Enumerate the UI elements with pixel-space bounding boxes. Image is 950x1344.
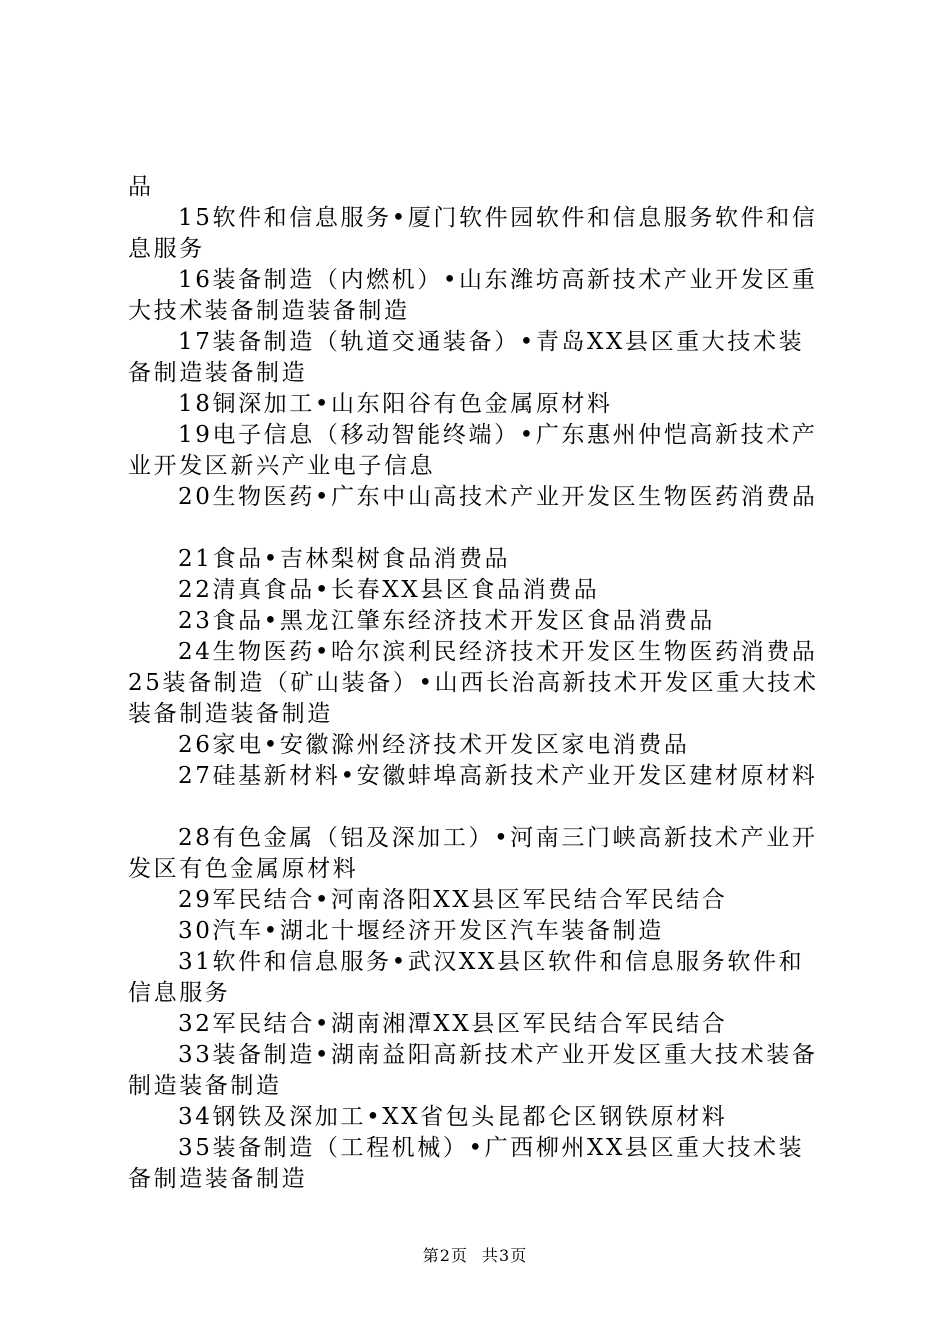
- paragraph: 35装备制造（工程机械）•广西柳州XX县区重大技术装备制造装备制造: [128, 1135, 805, 1192]
- page-total: 共3页: [482, 1246, 528, 1265]
- paragraph: 33装备制造•湖南益阳高新技术产业开发区重大技术装备制造装备制造: [128, 1042, 818, 1099]
- paragraph: 品: [128, 174, 154, 200]
- page-footer: [0, 1243, 950, 1266]
- paragraph: 27硅基新材料•安徽蚌埠高新技术产业开发区建材原材料: [178, 763, 818, 789]
- blank-line: [128, 513, 828, 544]
- paragraph: 18铜深加工•山东阳谷有色金属原材料: [178, 391, 613, 417]
- page-number: 第2页: [422, 1246, 468, 1265]
- paragraph: 20生物医药•广东中山高技术产业开发区生物医药消费品: [178, 484, 818, 510]
- paragraph: 15软件和信息服务•厦门软件园软件和信息服务软件和信息服务: [128, 205, 818, 262]
- paragraph: 32军民结合•湖南湘潭XX县区军民结合军民结合: [178, 1011, 728, 1037]
- blank-line: [128, 792, 828, 823]
- paragraph: 28有色金属（铝及深加工）•河南三门峡高新技术产业开发区有色金属原材料: [128, 825, 818, 882]
- paragraph: 23食品•黑龙江肇东经济技术开发区食品消费品: [178, 608, 716, 634]
- paragraph: 17装备制造（轨道交通装备）•青岛XX县区重大技术装备制造装备制造: [128, 329, 805, 386]
- paragraph: 34钢铁及深加工•XX省包头昆都仑区钢铁原材料: [178, 1104, 728, 1130]
- paragraph: 29军民结合•河南洛阳XX县区军民结合军民结合: [178, 887, 728, 913]
- paragraph: 16装备制造（内燃机）•山东潍坊高新技术产业开发区重大技术装备制造装备制造: [128, 267, 818, 324]
- paragraph: 31软件和信息服务•武汉XX县区软件和信息服务软件和信息服务: [128, 949, 805, 1006]
- document-body: [128, 172, 828, 1195]
- paragraph: 25装备制造（矿山装备）•山西长治高新技术开发区重大技术装备制造装备制造: [128, 670, 819, 727]
- paragraph: 21食品•吉林梨树食品消费品: [178, 546, 511, 572]
- paragraph: 24生物医药•哈尔滨利民经济技术开发区生物医药消费品: [178, 639, 818, 665]
- paragraph: 22清真食品•长春XX县区食品消费品: [178, 577, 600, 603]
- paragraph: 19电子信息（移动智能终端）•广东惠州仲恺高新技术产业开发区新兴产业电子信息: [128, 422, 818, 479]
- paragraph: 26家电•安徽滁州经济技术开发区家电消费品: [178, 732, 690, 758]
- paragraph: 30汽车•湖北十堰经济开发区汽车装备制造: [178, 918, 664, 944]
